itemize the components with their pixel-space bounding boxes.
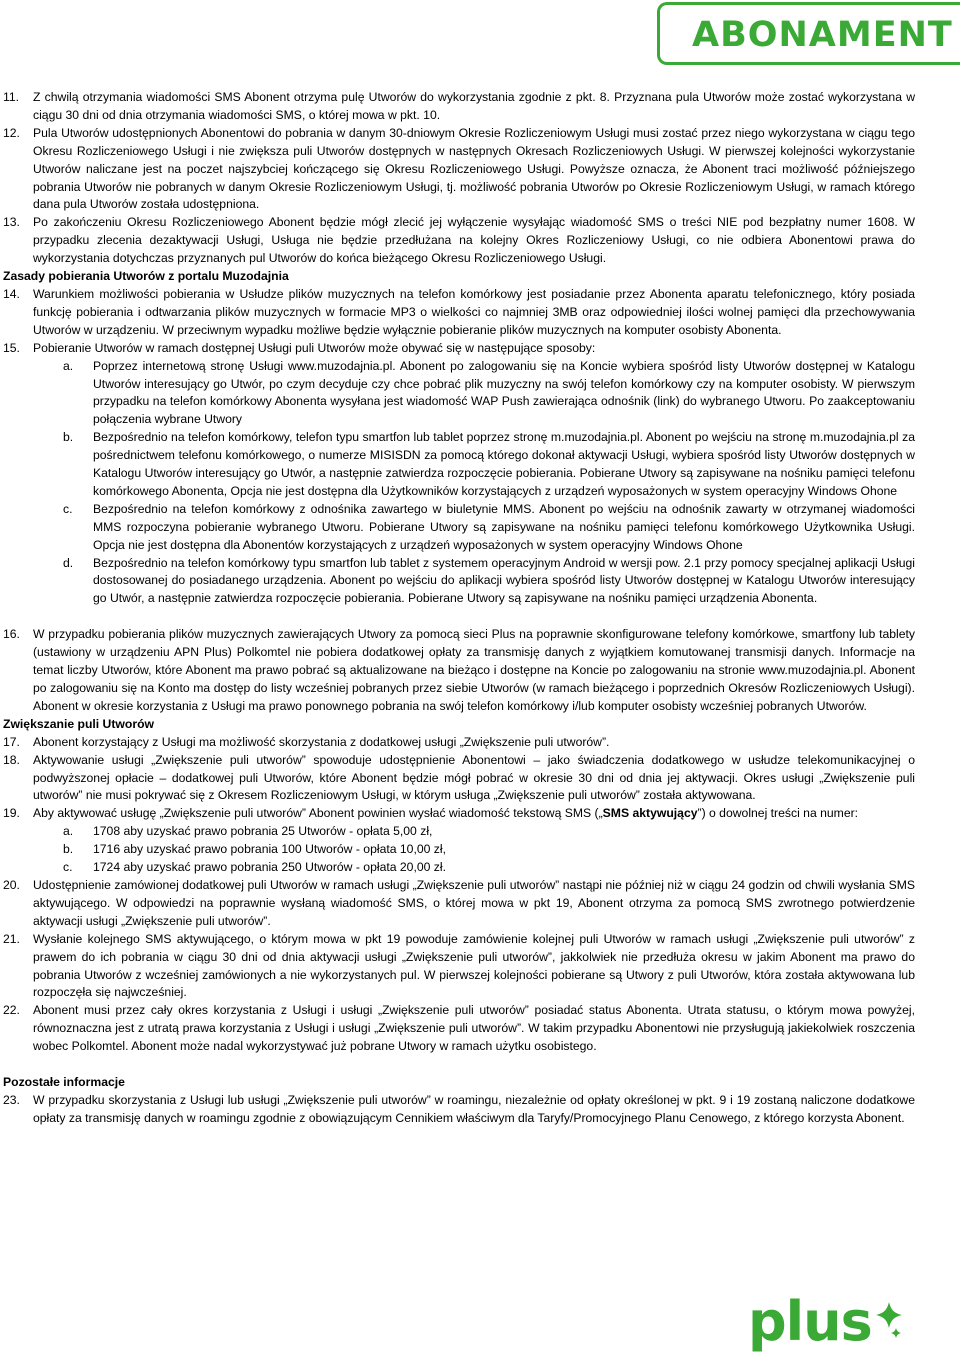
item-number: 18. [3,752,20,767]
item-text: W przypadku pobierania plików muzycznych zawierających Utwory za pomocą sieci Plus na poprawnie skonfigurowane telefony komórkowe, smartfony lub tablety (ustawiony w urządzeniu APN Plus) Polkomtel nie pobiera dodatkowej opłaty za transmisję danych z wyjątkiem komutowanej transmisji danych. Informacje na temat liczby Utworów, które Abonent ma prawo pobrać są aktualizowane na bieżąco i dostępne na Koncie po zalogowaniu na stronie www.muzodajnia.pl. Abonent po zalogowaniu się na Konto ma dostęp do listy wcześniej pobranych przez siebie Utworów (w ramach bieżącego i poprzednich Okresów Rozliczeniowych Usługi). Abonent w okresie korzystania z Usługi ma prawo ponownego pobrania na swój telefon komórkowy i/lub komputer osobisty wcześniej pobranych Utworów. [33,627,915,713]
subitem-letter: d. [63,555,74,570]
item-number: 23. [3,1092,20,1107]
item-23 [3,1092,915,1128]
item-number: 12. [3,125,20,140]
abonament-logo [657,2,960,65]
subitem-c [3,501,915,555]
item-text: W przypadku skorzystania z Usługi lub usługi „Zwiększenie puli utworów” w roamingu, niezależnie od opłaty określonej w pkt. 9 i 19 zostaną naliczone dodatkowe opłaty za transmisję danych w roamingu zgodnie z obowiązującym Cennikiem właściwym dla Taryfy/Promocyjnego Planu Cenowego, z którego korzysta Abonent. [33,1092,915,1125]
item-number: 16. [3,627,20,642]
subitem-a [3,823,915,841]
item-number: 15. [3,340,20,355]
item-text-part: ”) o dowolnej treści na numer: [697,806,859,821]
item-text [33,805,915,823]
item-text: Pobieranie Utworów w ramach dostępnej Usługi puli Utworów może obywać się w następujące sposoby: [33,340,596,355]
plus-sparkle-icon [872,1300,906,1340]
item-number: 13. [3,215,20,230]
abonament-logo-text: ABONAMENT [692,15,953,55]
subitem-letter: c. [63,860,73,875]
item-22 [3,1002,915,1056]
item-16 [3,626,915,716]
item-text: Abonent korzystający z Usługi ma możliwość skorzystania z dodatkowej usługi „Zwiększenie puli utworów”. [33,734,610,749]
item-text-bold: SMS aktywujący [602,806,698,821]
subitem-letter: a. [63,358,74,373]
subitem-letter: b. [63,842,74,857]
item-text: Warunkiem możliwości pobierania w Usłudze plików muzycznych na telefon komórkowy jest posiadanie przez Abonenta aparatu telefonicznego, który posiada funkcję pobierania i odtwarzania plików muzycznych w formacie MP3 o wielkości co najmniej 3MB oraz odpowiedniej ilości wolnej pamięci dla przechowywania Utworów w urządzeniu. W przeciwnym wypadku możliwe będzie wyłącznie pobieranie plików muzycznych na komputer osobisty Abonenta. [33,286,915,337]
subitem-letter: c. [63,501,73,516]
subitem-text: Poprzez internetową stronę Usługi www.muzodajnia.pl. Abonent po zalogowaniu się na Koncie wybiera spośród listy Utworów dostępnej w Katalogu Utworów interesujący go Utwór, po czym decyduje czy chce pobrać plik muzyczny na swój telefon komórkowy czy na komputer osobisty. W pierwszym przypadku na telefon komórkowy Abonenta wysyłana jest wiadomość WAP Push zawierająca odnośnik (link) do wybranego Utworu. Po zaakceptowaniu połączenia wybrane Utwory [93,358,915,427]
subitem-text: Bezpośrednio na telefon komórkowy typu smartfon lub tablet z systemem operacyjnym Android w wersji pow. 2.1 przy pomocy specjalnej aplikacji Usługi dostosowanej do posiadanego urządzenia. Abonent po wejściu do aplikacji wybiera spośród listy Utworów dostępnej w Katalogu Utworów interesujący go Utwór, a następnie zatwierdza rozpoczęcie pobierania. Pobierane Utwory są zapisywane na nośniku pamięci urządzenia Abonenta. [93,555,915,606]
plus-logo-text: plus [748,1290,872,1353]
item-21 [3,931,915,1003]
plus-logo [748,1290,872,1353]
item-14 [3,286,915,340]
item-12 [3,125,915,215]
item-text: Abonent musi przez cały okres korzystania z Usługi i usługi „Zwiększenie puli utworów” posiadać status Abonenta. Utrata statusu, o którym mowa powyżej, równoznaczna jest z utratą prawa korzystania z Usługi i usługi „Zwiększenie puli utworów”. W takim przypadku Abonentowi nie przysługują jakiekolwiek roszczenia wobec Polkomtel. Abonent może nadal wykorzystywać już pobrane Utwory w ramach użytku osobistego. [33,1003,915,1054]
item-number: 19. [3,806,20,821]
section-heading-pool-increase: Zwiększanie puli Utworów [3,716,155,731]
item-number: 20. [3,877,20,892]
item-13 [3,214,915,268]
item-18 [3,752,915,806]
item-number: 21. [3,931,20,946]
item-text: Aktywowanie usługi „Zwiększenie puli utworów” spowoduje udostępnienie Abonentowi – jako świadczenia dodatkowego w usłudze telekomunikacyjnej o podwyższonej opłacie – dodatkowej puli Utworów, które Abonent będzie mógł pobrać w okresie 30 dni od dnia jej aktywacji. Okres usługi „Zwiększenie puli utworów” nie musi pokrywać się z Okresem Rozliczeniowym Usługi, w którym usługa „Zwiększenie puli utworów” została aktywowana. [33,752,915,803]
item-text: Pula Utworów udostępnionych Abonentowi do pobrania w danym 30-dniowym Okresie Rozliczeniowym Usługi musi zostać przez niego wykorzystana w ciągu tego Okresu Rozliczeniowego Usługi i nie zwiększa puli Utworów dostępnych w następnych Okresach Rozliczeniowych Usługi. W pierwszej kolejności wykorzystanie Utworów naliczane jest na poczet najszybciej kończącego się Okresu Rozliczeniowego Usługi. Powyższe oznacza, że Abonent traci możliwość późniejszego pobrania Utworów nie pobranych w danym Okresie Rozliczeniowym Usługi, tj. możliwość pobrania Utworów po Okresie Rozliczeniowym Usługi, w ramach którego dana pula Utworów została udostępniona. [33,125,915,212]
subitem-b [3,841,915,859]
subitem-letter: a. [63,824,74,839]
item-text: Z chwilą otrzymania wiadomości SMS Abonent otrzyma pulę Utworów do wykorzystania zgodnie z pkt. 8. Przyznana pula Utworów może zostać wykorzystana w ciągu 30 dni od dnia otrzymania wiadomości SMS, o której mowa w pkt. 10. [33,90,915,122]
item-20 [3,877,915,931]
subitem-text: 1708 aby uzyskać prawo pobrania 25 Utworów - opłata 5,00 zł, [93,824,433,839]
item-11 [3,89,915,125]
item-text: Wysłanie kolejnego SMS aktywującego, o którym mowa w pkt 19 powoduje zamówienie kolejnej puli Utworów w ramach usługi „Zwiększenie puli utworów” z prawem do ich pobrania w ciągu 30 dni od dnia aktywacji usługi „Zwiększenie puli utworów”, jakkolwiek nie przedłuża okresu w jakim Abonent ma prawo do pobrania Utworów z wcześniej zamówionych a nie wykorzystanych pul. W pierwszej kolejności pobierane są Utwory z puli Utworów, która została aktywowana lub rozpoczęła się najwcześniej. [33,931,915,1000]
subitem-a [3,358,915,430]
regulations-document [3,89,915,1128]
section-heading-other-info: Pozostałe informacje [3,1075,125,1090]
subitem-text: Bezpośrednio na telefon komórkowy, telefon typu smartfon lub tablet poprzez stronę m.muzodajnia.pl. Abonent po wejściu na stronę m.muzodajnia.pl za pośrednictwem telefonu komórkowego, o numerze MISISDN za pomocą którego dokonał aktywacji Usługi, wybiera spośród listy Utworów dostępnych w Katalogu Utworów interesujący go Utwór, a następnie zatwierdza rozpoczęcie pobierania. Pobierane Utwory są zapisywane na nośniku pamięci telefonu komórkowego Abonenta, Opcja nie jest dostępna dla Użytkowników korzystających z urządzeń wyposażonych w system operacyjny Windows Ohone [93,430,915,498]
subitem-c [3,859,915,877]
subitem-d [3,555,915,609]
item-number: 17. [3,734,20,749]
item-19 [3,805,915,877]
item-17 [3,734,915,752]
section-heading-downloading: Zasady pobierania Utworów z portalu Muzodajnia [3,269,289,284]
subitem-letter: b. [63,430,74,445]
item-number: 11. [3,90,20,104]
subitem-b [3,429,915,501]
subitem-text: 1716 aby uzyskać prawo pobrania 100 Utworów - opłata 10,00 zł, [93,842,446,857]
item-number: 22. [3,1003,20,1018]
item-number: 14. [3,286,20,301]
item-text-part: Aby aktywować usługę „Zwiększenie puli utworów” Abonent powinien wysłać wiadomość tekstową SMS („ [33,806,603,821]
item-text: Udostępnienie zamówionej dodatkowej puli Utworów w ramach usługi „Zwiększenie puli utworów” nastąpi nie później niż w ciągu 24 godzin od chwili wysłania SMS aktywującego. W odpowiedzi na poprawnie wysłaną wiadomość SMS, o której mowa w pkt 19, Abonent otrzyma za pomocą SMS zwrotnego potwierdzenie aktywacji usługi „Zwiększenie puli utworów”. [33,877,915,928]
item-text: Po zakończeniu Okresu Rozliczeniowego Abonent będzie mógł zlecić jej wyłączenie wysyłając wiadomość SMS o treści NIE pod bezpłatny numer 1608. W przypadku zlecenia dezaktywacji Usługi, Usługa nie będzie przedłużana na kolejny Okres Rozliczeniowy Usługi, co nie odbiera Abonentowi prawa do wykorzystania dotychczas przyznanych pul Utworów do końca bieżącego Okresu Rozliczeniowego Usługi. [33,215,915,266]
subitem-text: Bezpośrednio na telefon komórkowy z odnośnika zawartego w biuletynie MMS. Abonent po wejściu na odnośnik zawarty w otrzymanej wiadomości MMS rozpoczyna pobieranie wybranego Utworu. Pobierane Utwory są zapisywane na nośniku pamięci telefonu komórkowego Użytkownika Usługi. Opcja nie jest dostępna dla Abonentów korzystających z urządzeń wyposażonych w system operacyjny Windows Ohone [93,501,915,552]
subitem-text: 1724 aby uzyskać prawo pobrania 250 Utworów - opłata 20,00 zł. [93,860,446,875]
item-15 [3,340,915,609]
